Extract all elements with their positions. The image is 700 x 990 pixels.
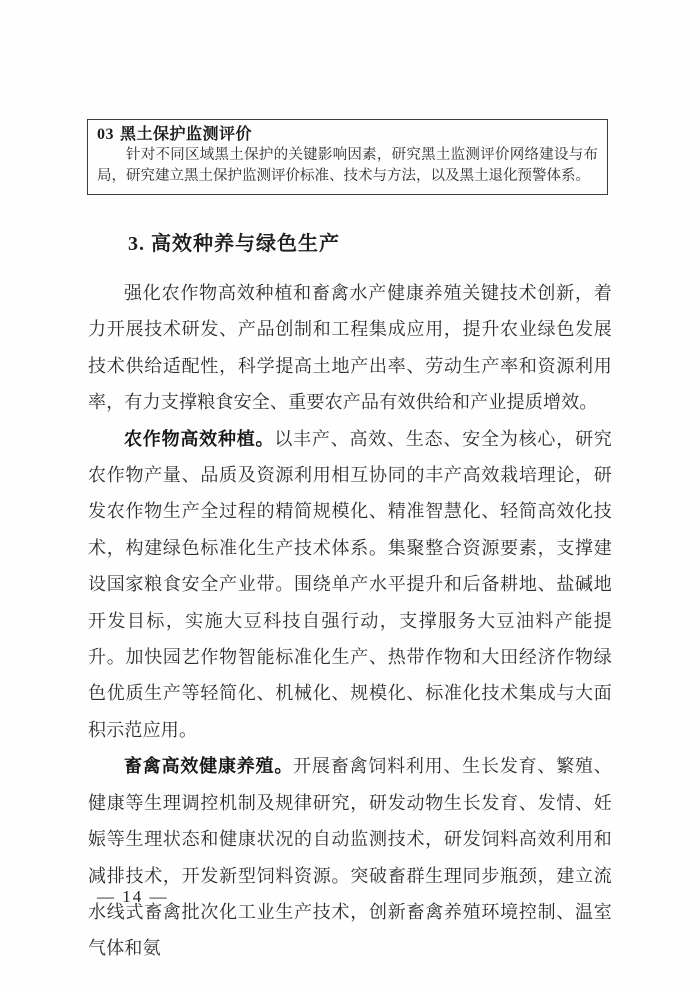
paragraph-text: 开展畜禽饲料利用、生长发育、繁殖、健康等生理调控机制及规律研究，研发动物生长发育、发情、妊娠等生理状态和健康状况的自动监测技术，研发饲料高效利用和减排技术，开发新型饲料资源。突破畜群生理同步瓶颈，建立流水线式畜禽批次化工业生产技术，创新畜禽养殖环境控制、温室气体和氨 <box>88 756 612 959</box>
paragraph-overview <box>88 275 612 421</box>
paragraph-text: 以丰产、高效、生态、安全为核心，研究农作物产量、品质及资源利用相互协同的丰产高效栽培理论，研发农作物生产全过程的精简规模化、精准智慧化、轻简高效化技术，构建绿色标准化生产技术体系。集聚整合资源要素，支撑建设国家粮食安全产业带。围绕单产水平提升和后备耕地、盐碱地开发目标，实施大豆科技自强行动，支撑服务大豆油料产能提升。加快园艺作物智能标准化生产、热带作物和大田经济作物绿色优质生产等轻简化、机械化、规模化、标准化技术集成与大面积示范应用。 <box>88 428 612 740</box>
callout-heading <box>97 124 598 145</box>
paragraph-livestock-breeding <box>88 748 612 966</box>
callout-body-text: 针对不同区域黑土保护的关键影响因素，研究黑土监测评价网络建设与布局，研究建立黑土保护监测评价标准、技术与方法，以及黑土退化预警体系。 <box>97 147 598 184</box>
paragraph-crop-planting <box>88 421 612 749</box>
page-number: — 14 — <box>97 887 169 906</box>
callout-box <box>87 119 608 195</box>
section-heading: 3. 高效种养与绿色生产 <box>128 233 340 255</box>
paragraph-lead: 农作物高效种植。 <box>124 428 275 449</box>
section-content <box>88 231 612 967</box>
paragraph-lead: 畜禽高效健康养殖。 <box>124 756 294 777</box>
paragraph-text: 强化农作物高效种植和畜禽水产健康养殖关键技术创新，着力开展技术研发、产品创制和工程集成应用，提升农业绿色发展技术供给适配性，科学提高土地产出率、劳动生产率和资源利用率，有力支撑粮食安全、重要农产品有效供给和产业提质增效。 <box>88 283 612 413</box>
callout-title: 黑土保护监测评价 <box>120 126 253 143</box>
callout-number: 03 <box>97 126 114 143</box>
